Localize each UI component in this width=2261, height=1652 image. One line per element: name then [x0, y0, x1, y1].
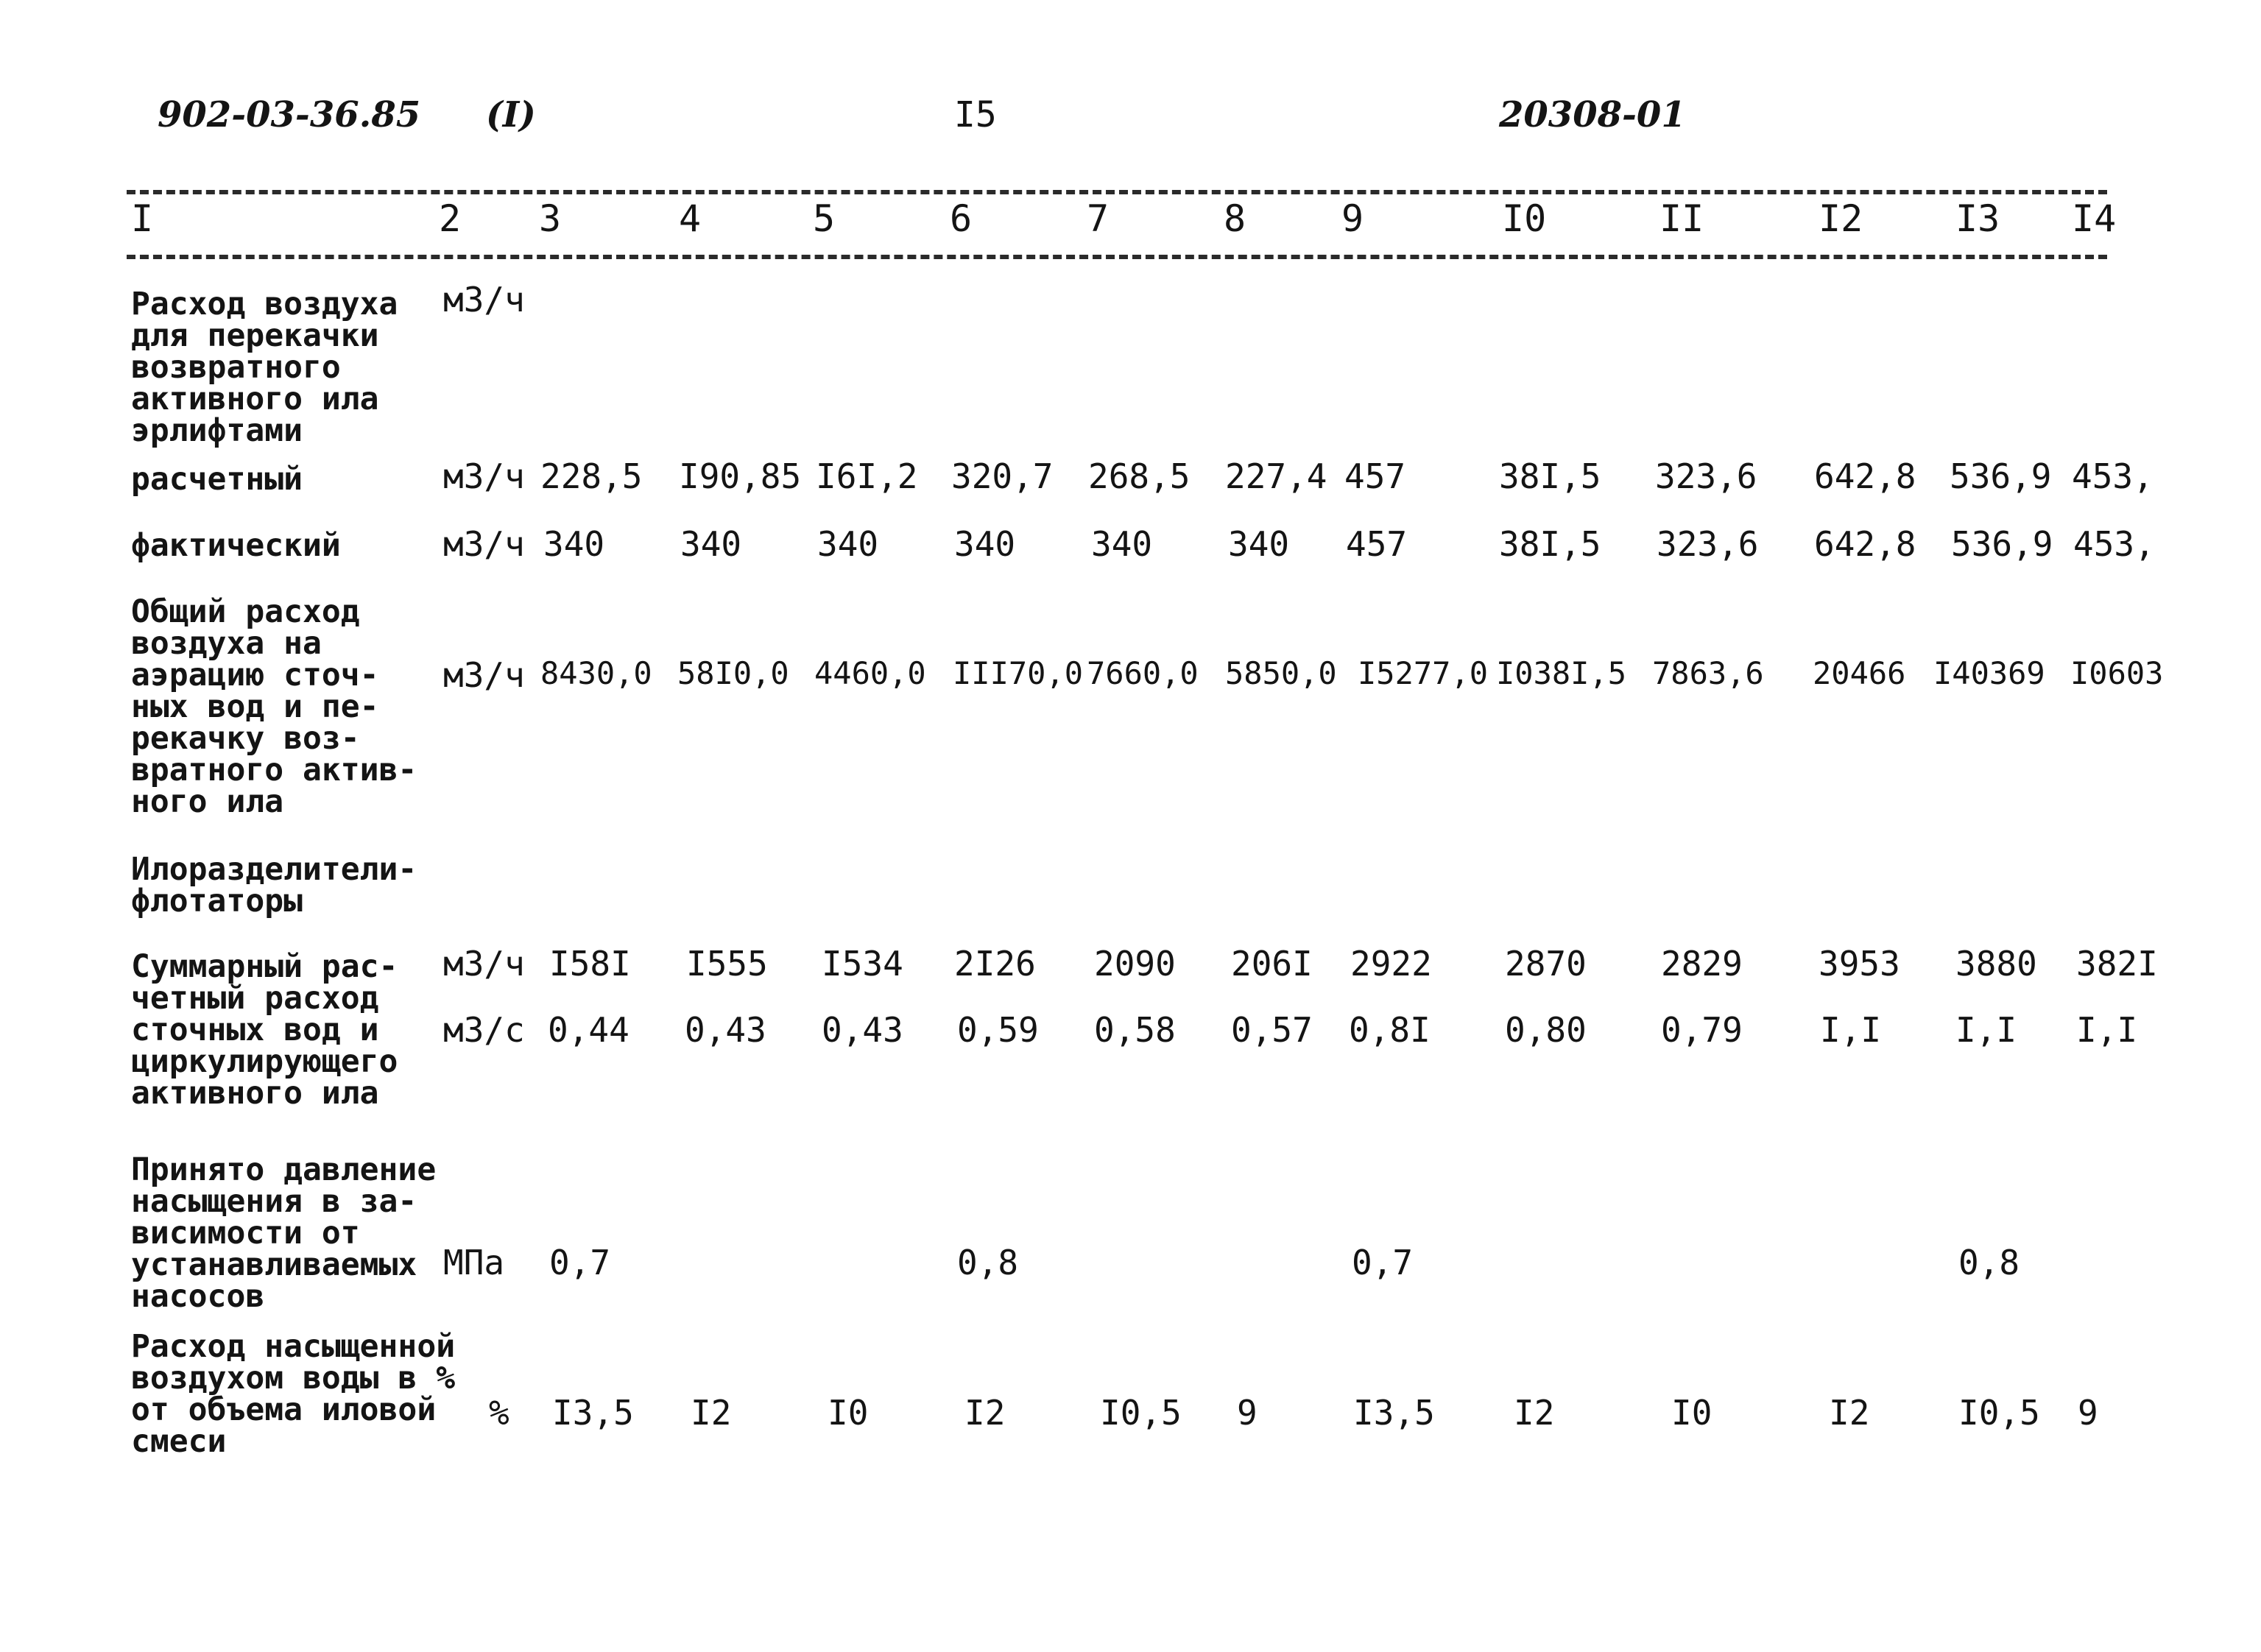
table-cell: 0,79	[1661, 1010, 1743, 1050]
table-cell: 2870	[1505, 944, 1587, 984]
table-cell: 642,8	[1814, 524, 1916, 564]
table-cell: 0,8I	[1349, 1010, 1431, 1050]
sheet-code: 20308-01	[1499, 94, 1686, 135]
table-cell: III70,0	[953, 655, 1084, 691]
table-cell: 457	[1344, 456, 1406, 496]
table-cell: 3953	[1819, 944, 1900, 984]
table-cell: 0,80	[1505, 1010, 1587, 1050]
table-cell: 536,9	[1950, 456, 2052, 496]
table-cell: 206I	[1231, 944, 1313, 984]
row-label-saturation-pressure: Принято давление насыщения в за- висимости от устанавливаемых насосов	[131, 1151, 437, 1315]
column-number: II	[1659, 197, 1704, 240]
table-cell: 453,	[2073, 524, 2155, 564]
row-label-calculated: расчетный	[131, 461, 303, 498]
table-cell: 340	[1091, 524, 1153, 564]
table-cell: I2	[1514, 1393, 1555, 1433]
row-unit: МПа	[443, 1243, 505, 1282]
row-unit: м3/ч	[443, 280, 525, 320]
table-cell: 457	[1346, 524, 1408, 564]
table-cell: 2829	[1661, 944, 1743, 984]
table-cell: I0	[828, 1393, 869, 1433]
table-cell: I,I	[2076, 1010, 2138, 1050]
table-cell: 323,6	[1655, 456, 1757, 496]
table-cell: I,I	[1820, 1010, 1882, 1050]
table-cell: I0,5	[1100, 1393, 1182, 1433]
table-cell: I0603	[2070, 655, 2164, 691]
column-number: I	[131, 197, 154, 240]
table-cell: I0,5	[1958, 1393, 2040, 1433]
table-cell: 9	[2078, 1393, 2098, 1433]
table-cell: 0,8	[957, 1243, 1019, 1282]
table-cell: 38I,5	[1499, 524, 1601, 564]
table-cell: 0,7	[1352, 1243, 1414, 1282]
table-cell: 536,9	[1951, 524, 2053, 564]
column-number: 9	[1341, 197, 1364, 240]
column-number: 4	[679, 197, 702, 240]
table-cell: 0,8	[1958, 1243, 2020, 1282]
table-cell: I5277,0	[1358, 655, 1489, 691]
table-cell: I90,85	[679, 456, 802, 496]
table-cell: I40369	[1933, 655, 2045, 691]
column-number: 8	[1224, 197, 1246, 240]
column-number: 5	[813, 197, 836, 240]
column-number: I0	[1502, 197, 1547, 240]
table-cell: 3880	[1955, 944, 2037, 984]
row-label-total-flow: Суммарный рас- четный расход сточных вод и циркулирующего активного ила	[131, 948, 398, 1112]
row-unit: м3/ч	[443, 456, 525, 496]
column-number: 7	[1087, 197, 1110, 240]
table-cell: 5850,0	[1225, 655, 1337, 691]
row-label-total-air: Общий расход воздуха на аэрацию сточ- ных вод и пе- рекачку воз- вратного актив- ного ила	[131, 593, 417, 820]
row-unit: м3/ч	[443, 655, 525, 695]
table-cell: 8430,0	[540, 655, 652, 691]
row-unit: м3/ч	[443, 524, 525, 564]
row-label-actual: фактический	[131, 527, 341, 564]
row-unit: %	[489, 1393, 509, 1433]
table-cell: 340	[817, 524, 879, 564]
row-unit-secondary: м3/с	[443, 1010, 525, 1050]
document-code: 902-03-36.85	[158, 94, 421, 135]
table-cell: I0	[1671, 1393, 1712, 1433]
table-cell: 227,4	[1225, 456, 1327, 496]
table-cell: 7660,0	[1087, 655, 1199, 691]
column-number: 3	[539, 197, 562, 240]
table-cell: 340	[1228, 524, 1290, 564]
table-cell: 340	[680, 524, 742, 564]
table-cell: I6I,2	[816, 456, 918, 496]
table-cell: 0,59	[957, 1010, 1039, 1050]
table-cell: 320,7	[951, 456, 1054, 496]
table-cell: 0,44	[548, 1010, 629, 1050]
table-cell: 0,43	[685, 1010, 766, 1050]
table-cell: 9	[1237, 1393, 1258, 1433]
table-cell: 340	[543, 524, 605, 564]
table-cell: I038I,5	[1496, 655, 1627, 691]
table-cell: 20466	[1813, 655, 1906, 691]
column-number: 6	[950, 197, 973, 240]
table-cell: 453,	[2072, 456, 2154, 496]
table-cell: 382I	[2076, 944, 2158, 984]
table-header-rule	[127, 255, 2107, 259]
table-cell: I3,5	[1353, 1393, 1435, 1433]
row-unit: м3/ч	[443, 944, 525, 984]
table-cell: 340	[954, 524, 1016, 564]
table-cell: 2090	[1094, 944, 1176, 984]
row-label-air-airlift: Расход воздуха для перекачки возвратного активного ила эрлифтами	[131, 286, 398, 449]
table-cell: 0,58	[1094, 1010, 1176, 1050]
column-number: I4	[2072, 197, 2117, 240]
page-number: I5	[954, 94, 997, 135]
column-number: I2	[1819, 197, 1863, 240]
column-number: I3	[1955, 197, 2000, 240]
table-cell: 4460,0	[814, 655, 926, 691]
table-top-rule	[127, 190, 2107, 194]
table-cell: 58I0,0	[677, 655, 789, 691]
table-cell: 0,7	[549, 1243, 611, 1282]
row-label-saturated-water: Расход насыщенной воздухом воды в % от объема иловой смеси	[131, 1328, 456, 1460]
table-cell: 642,8	[1814, 456, 1916, 496]
table-cell: 268,5	[1088, 456, 1191, 496]
table-cell: 38I,5	[1499, 456, 1601, 496]
table-cell: I2	[1829, 1393, 1870, 1433]
table-cell: I,I	[1955, 1010, 2017, 1050]
table-cell: 0,57	[1231, 1010, 1313, 1050]
document-part: (I)	[486, 94, 536, 135]
table-cell: 7863,6	[1652, 655, 1764, 691]
column-number: 2	[439, 197, 462, 240]
table-cell: 323,6	[1657, 524, 1759, 564]
table-cell: I2	[964, 1393, 1006, 1433]
table-cell: I58I	[549, 944, 631, 984]
table-cell: 0,43	[822, 1010, 903, 1050]
table-cell: 2I26	[954, 944, 1036, 984]
table-cell: I555	[686, 944, 768, 984]
table-cell: I2	[691, 1393, 732, 1433]
table-cell: I534	[822, 944, 903, 984]
table-cell: 2922	[1350, 944, 1432, 984]
table-cell: I3,5	[552, 1393, 634, 1433]
row-label-flotators: Илоразделители- флотаторы	[131, 851, 417, 919]
table-cell: 228,5	[540, 456, 643, 496]
